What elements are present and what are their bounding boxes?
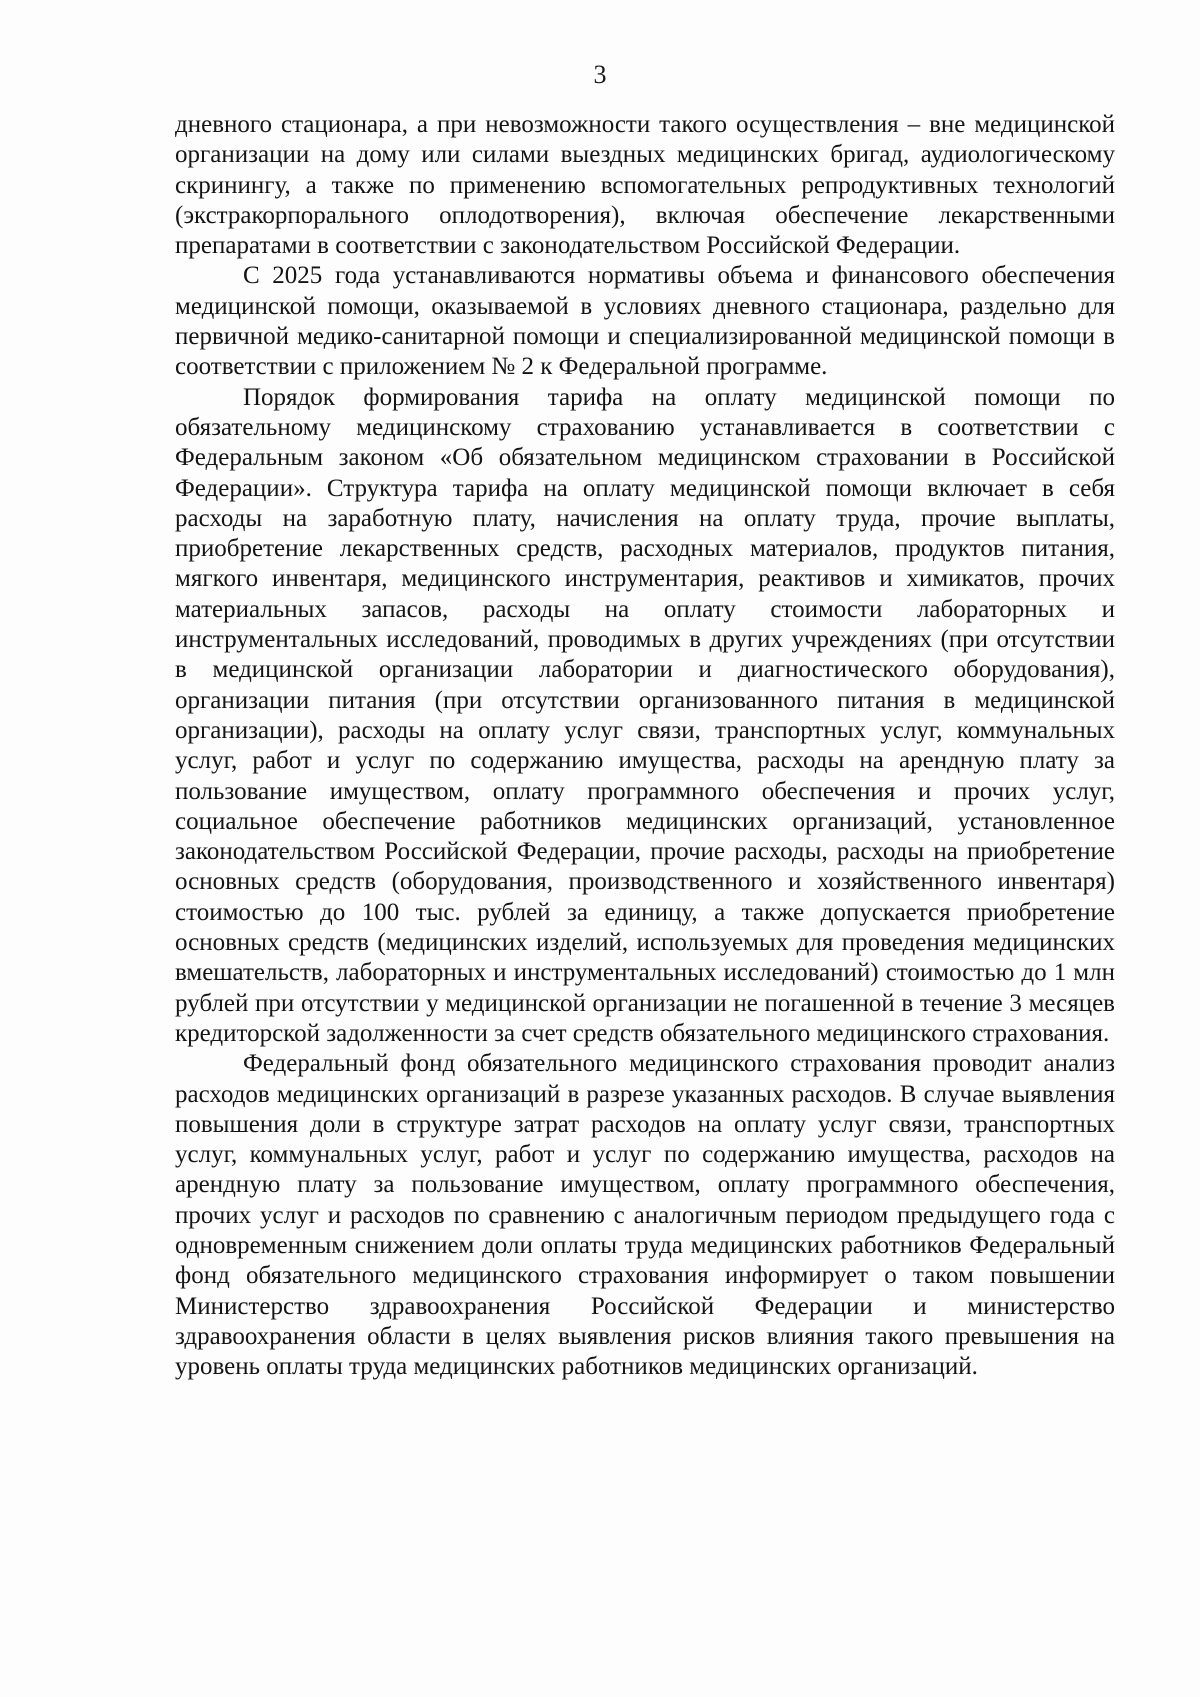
document-body [175, 110, 1115, 1382]
paragraph-tariff-structure: Порядок формирования тарифа на оплату медицинской помощи по обязательному медицинскому страхованию устанавливается в соответствии с Федеральным законом «Об обязательном медицинском страховании в Российской Федерации». Структура тарифа на оплату медицинской помощи включает в себя расходы на заработную плату, начисления на оплату труда, прочие выплаты, приобретение лекарственных средств, расходных материалов, продуктов питания, мягкого инвентаря, медицинского инструментария, реактивов и химикатов, прочих материальных запасов, расходы на оплату стоимости лабораторных и инструментальных исследований, проводимых в других учреждениях (при отсутствии в медицинской организации лаборатории и диагностического оборудования), организации питания (при отсутствии организованного питания в медицинской организации), расходы на оплату услуг связи, транспортных услуг, коммунальных услуг, работ и услуг по содержанию имущества, расходы на арендную плату за пользование имуществом, оплату программного обеспечения и прочих услуг, социальное обеспечение работников медицинских организаций, установленное законодательством Российской Федерации, прочие расходы, расходы на приобретение основных средств (оборудования, производственного и хозяйственного инвентаря) стоимостью до 100 тыс. рублей за единицу, а также допускается приобретение основных средств (медицинских изделий, используемых для проведения медицинских вмешательств, лабораторных и инструментальных исследований) стоимостью до 1 млн рублей при отсутствии у медицинской организации не погашенной в течение 3 месяцев кредиторской задолженности за счет средств обязательного медицинского страхования. [175, 383, 1115, 1047]
paragraph-ffoms-analysis: Федеральный фонд обязательного медицинского страхования проводит анализ расходов медицинских организаций в разрезе указанных расходов. В случае выявления повышения доли в структуре затрат расходов на оплату услуг связи, транспортных услуг, коммунальных услуг, работ и услуг по содержанию имущества, расходов на арендную плату за пользование имуществом, оплату программного обеспечения, прочих услуг и расходов по сравнению с аналогичным периодом предыдущего года с одновременным снижением доли оплаты труда медицинских работников Федеральный фонд обязательного медицинского страхования информирует о таком повышении Министерство здравоохранения Российской Федерации и министерство здравоохранения области в целях выявления рисков влияния такого превышения на уровень оплаты труда медицинских работников медицинских организаций. [175, 1050, 1115, 1381]
paragraph-day-hospital-norms: С 2025 года устанавливаются нормативы объема и финансового обеспечения медицинской помощи, оказываемой в условиях дневного стационара, раздельно для первичной медико-санитарной помощи и специализированной медицинской помощи в соответствии с приложением № 2 к Федеральной программе. [175, 262, 1115, 381]
page-number: 3 [593, 60, 607, 89]
paragraph-continuation: дневного стационара, а при невозможности такого осуществления – вне медицинской организации на дому или силами выездных медицинских бригад, аудиологическому скринингу, а также по применению вспомогательных репродуктивных технологий (экстракорпорального оплодотворения), включая обеспечение лекарственными препаратами в соответствии с законодательством Российской Федерации. [175, 111, 1115, 260]
